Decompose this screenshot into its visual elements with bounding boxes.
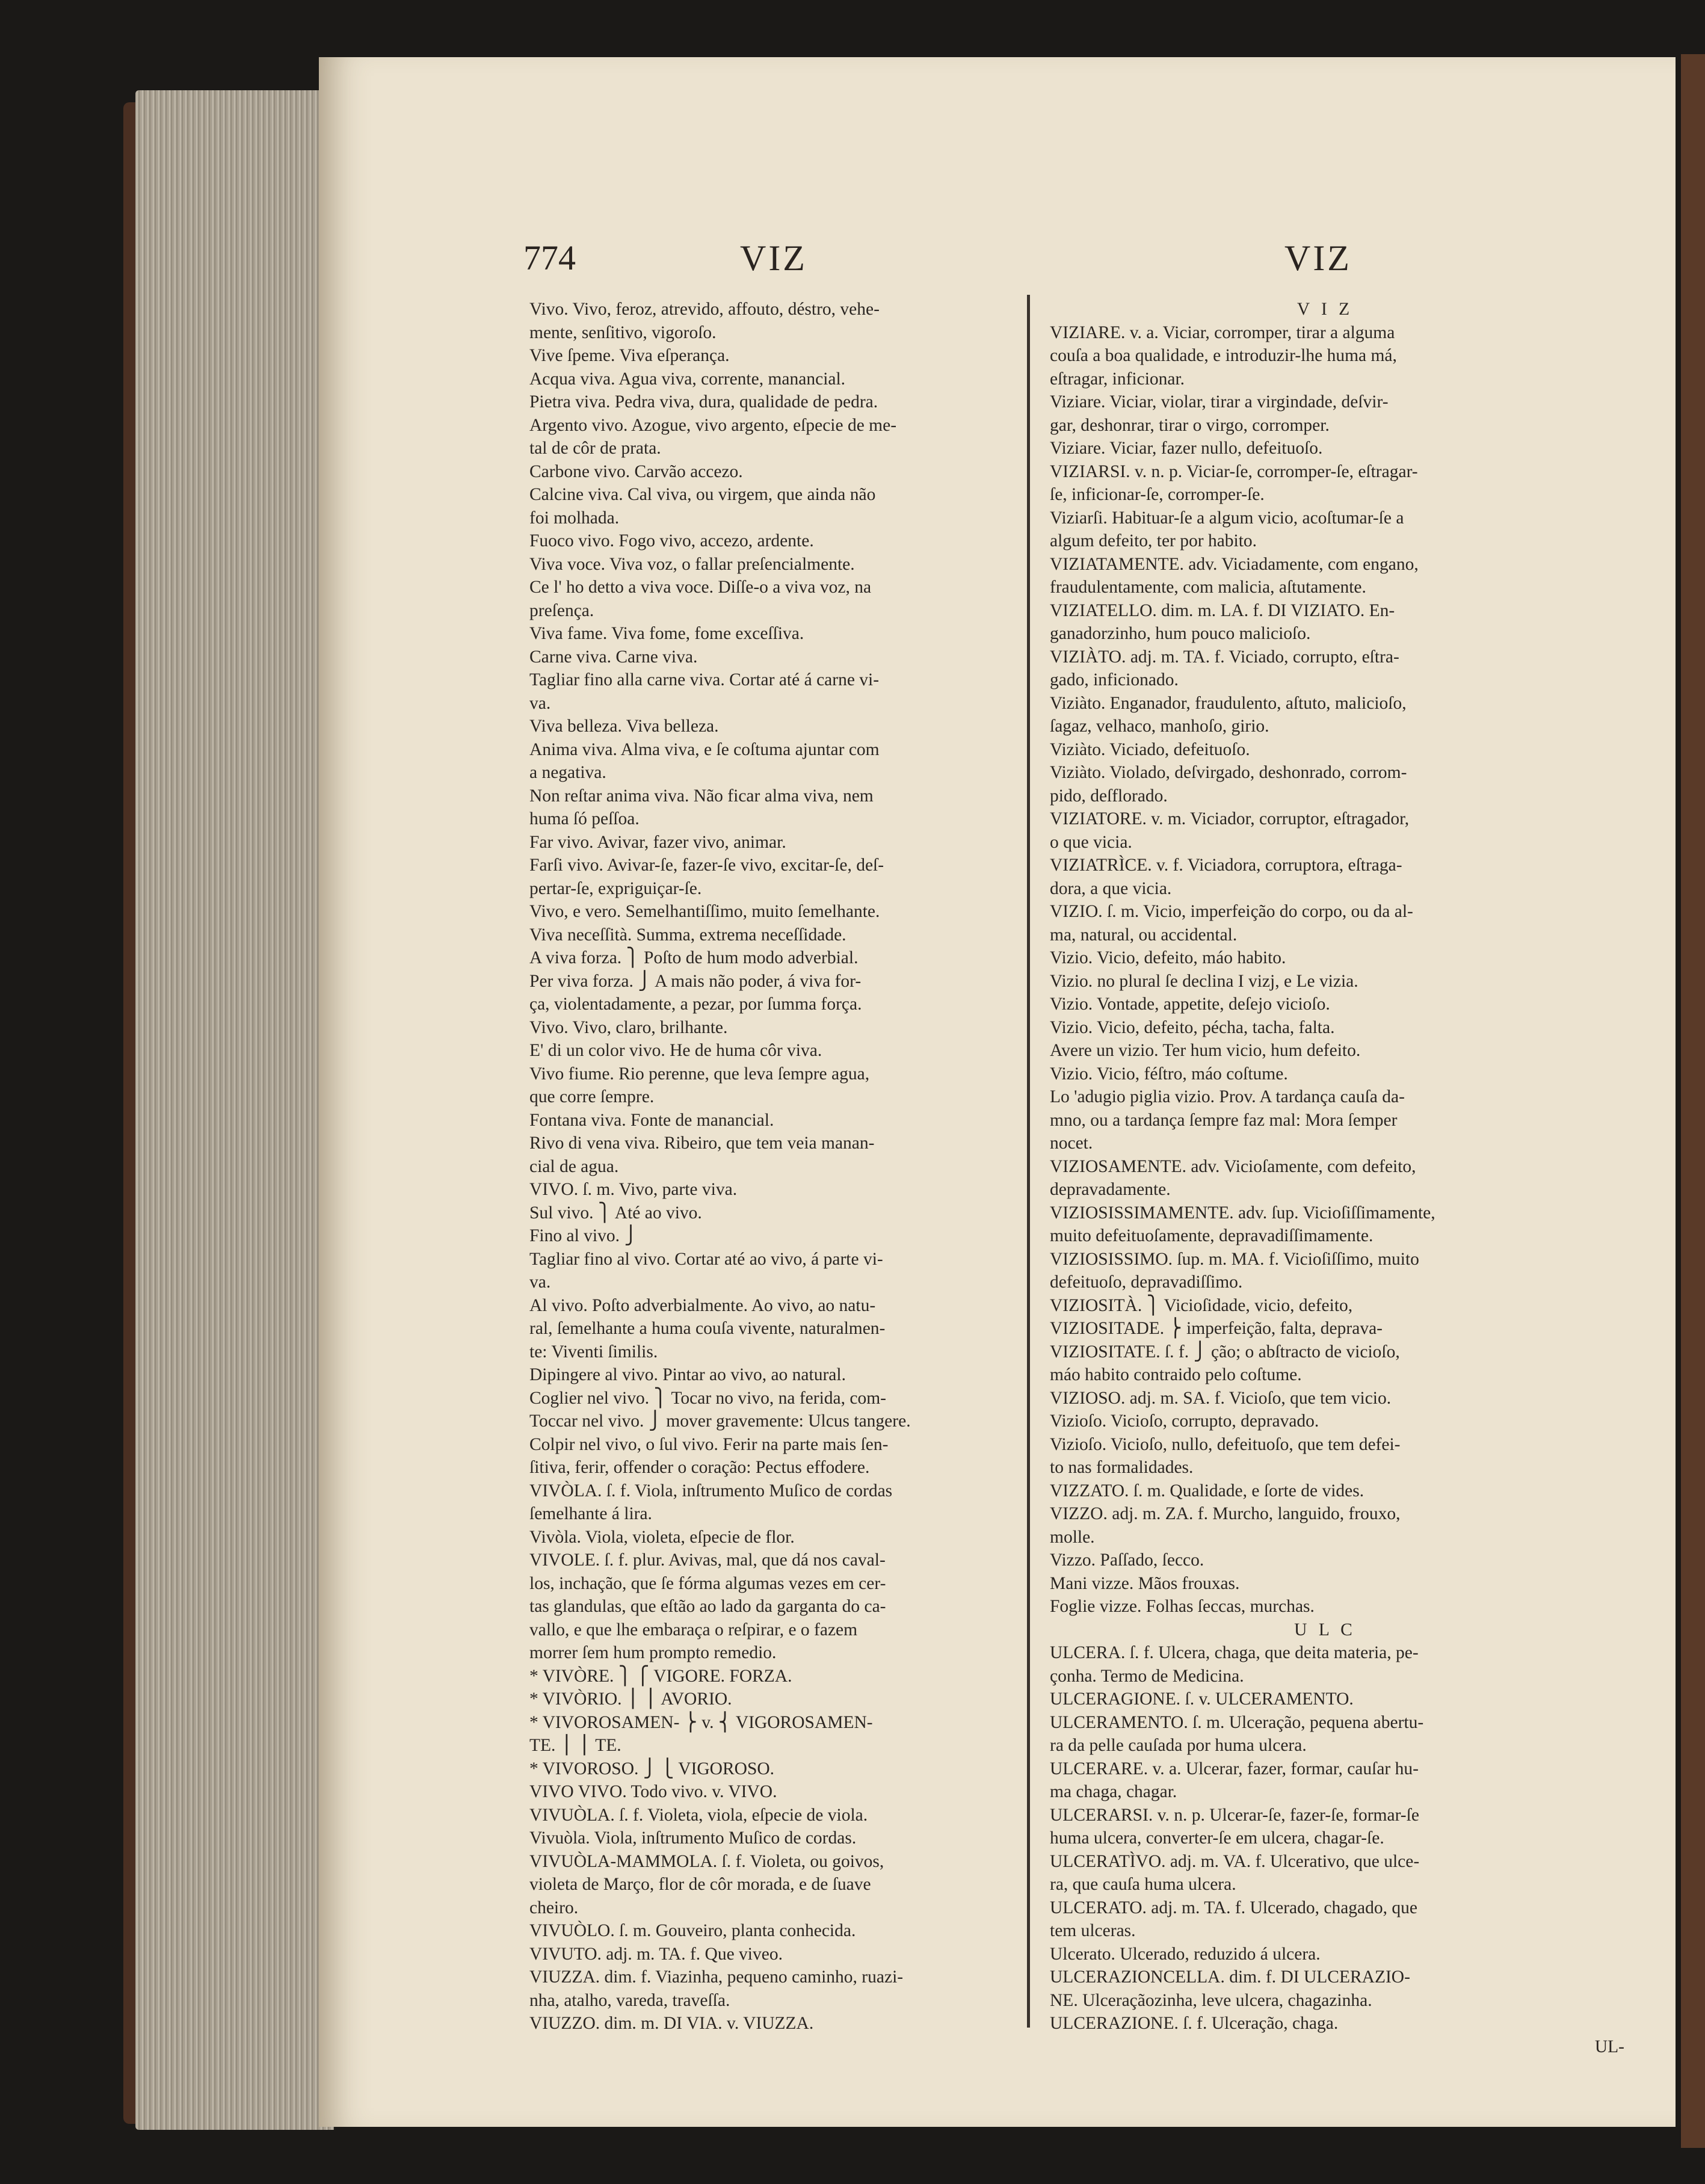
text-line: Carne viva. Carne viva. [529, 647, 698, 667]
text-line: depravadamente. [1050, 1180, 1171, 1199]
text-line: Acqua viva. Agua viva, corrente, manancial. [529, 369, 846, 389]
text-line: NE. Ulceraçãozinha, leve ulcera, chagazinha. [1050, 1990, 1372, 2010]
page-header [319, 238, 1676, 292]
text-line: VIZIATORE. v. m. Viciador, corruptor, eſtragador, [1050, 809, 1410, 828]
text-line: ſitiva, ferir, offender o coração: Pectus effodere. [529, 1458, 870, 1477]
text-line: Foglie vizze. Folhas ſeccas, murchas. [1050, 1597, 1315, 1616]
text-line: ſemelhante á lira. [529, 1504, 652, 1523]
text-line: Avere un vizio. Ter hum vicio, hum defeito. [1050, 1041, 1361, 1060]
text-line: Coglier nel vivo. ⎫ Tocar no vivo, na ferida, com- [529, 1388, 886, 1408]
text-line: Far vivo. Avivar, fazer vivo, animar. [529, 832, 786, 852]
text-line: vallo, e que lhe embaraça o reſpirar, e o fazem [529, 1620, 858, 1640]
text-line: VIZIOSISSIMO. ſup. m. MA. f. Vicioſiſſimo, muito [1050, 1249, 1419, 1269]
text-line: Toccar nel vivo. ⎭ mover gravemente: Ulcus tangere. [529, 1411, 911, 1431]
text-line: fraudulentamente, com malicia, aſtutamente. [1050, 578, 1366, 597]
text-line: ſe, inficionar-ſe, corromper-ſe. [1050, 485, 1265, 504]
text-line: ral, ſemelhante a huma couſa vivente, naturalmen- [529, 1319, 886, 1338]
text-line: VIVUÒLA. ſ. f. Violeta, viola, eſpecie de viola. [529, 1805, 868, 1825]
text-line: VIVUÒLO. ſ. m. Gouveiro, planta conhecida. [529, 1921, 856, 1940]
text-line: foi molhada. [529, 508, 620, 528]
text-line: VIZIOSITÀ. ⎫ Vicioſidade, vicio, defeito, [1050, 1295, 1353, 1315]
text-line: A viva forza. ⎫ Poſto de hum modo adverbial. [529, 948, 859, 967]
text-line: Per viva forza. ⎭ A mais não poder, á viva for- [529, 971, 862, 991]
text-line: Carbone vivo. Carvão accezo. [529, 461, 743, 481]
text-line: Fuoco vivo. Fogo vivo, accezo, ardente. [529, 531, 814, 551]
text-line: ULCERARSI. v. n. p. Ulcerar-ſe, fazer-ſe, formar-ſe [1050, 1805, 1419, 1825]
text-line: VIZZO. adj. m. ZA. f. Murcho, languido, frouxo, [1050, 1504, 1401, 1523]
left-column [529, 298, 1047, 2035]
text-line: VIVO VIVO. Todo vivo. v. VIVO. [529, 1782, 777, 1801]
text-line: * VIVOROSO. ⎭ ⎩ VIGOROSO. [529, 1759, 775, 1778]
text-line: VIZIATAMENTE. adv. Viciadamente, com engano, [1050, 554, 1419, 574]
text-line: pertar-ſe, expriguiçar-ſe. [529, 878, 702, 898]
text-line: Viziare. Viciar, fazer nullo, defeituoſo. [1050, 439, 1323, 458]
column-divider [1027, 295, 1030, 2028]
text-line: va. [529, 693, 551, 713]
text-line: Viziàto. Viciado, defeituoſo. [1050, 739, 1250, 759]
text-line: Sul vivo. ⎫ Até ao vivo. [529, 1203, 702, 1223]
text-line: VIZIOSITADE. ⎬ imperfeição, falta, deprava- [1050, 1319, 1383, 1338]
text-line: ULCERARE. v. a. Ulcerar, fazer, formar, cauſar hu- [1050, 1759, 1419, 1778]
text-line: gar, deshonrar, tirar o virgo, corromper. [1050, 415, 1330, 435]
text-line: Colpir nel vivo, o ſul vivo. Ferir na parte mais ſen- [529, 1434, 889, 1454]
text-line: VIZIÀTO. adj. m. TA. f. Viciado, corrupto, eſtra- [1050, 647, 1399, 667]
text-line: eſtragar, inficionar. [1050, 369, 1185, 389]
right-column [1050, 298, 1624, 2058]
text-line: Vizio. no plural ſe declina I vizj, e Le vizia. [1050, 971, 1358, 991]
text-line: Mani vizze. Mãos frouxas. [1050, 1573, 1240, 1593]
text-line: ma, natural, ou accidental. [1050, 925, 1238, 945]
text-line: cheiro. [529, 1898, 579, 1917]
text-line: VIZIO. ſ. m. Vicio, imperfeição do corpo, ou da al- [1050, 902, 1413, 921]
text-line: huma ſó peſſoa. [529, 809, 640, 828]
text-line: çonha. Termo de Medicina. [1050, 1666, 1244, 1686]
text-line: TE. ⎪ ⎪ TE. [529, 1736, 621, 1755]
text-line: a negativa. [529, 763, 606, 782]
text-line: Viva voce. Viva voz, o fallar preſencialmente. [529, 554, 855, 574]
text-line: Vizio. Vicio, féſtro, máo coſtume. [1050, 1064, 1288, 1084]
text-line: Fino al vivo. ⎭ [529, 1226, 638, 1245]
text-line: VIVÒLA. ſ. f. Viola, inſtrumento Muſico de cordas [529, 1481, 893, 1501]
text-line: Tagliar fino al vivo. Cortar até ao vivo, á parte vi- [529, 1249, 883, 1269]
text-line: Vizioſo. Vicioſo, nullo, defeituoſo, que tem defei- [1050, 1434, 1401, 1454]
text-line: ULCERAZIONCELLA. dim. f. DI ULCERAZIO- [1050, 1967, 1410, 1987]
text-line: V I Z [1296, 300, 1354, 319]
text-line: VIZIARE. v. a. Viciar, corromper, tirar a alguma [1050, 322, 1395, 342]
text-line: Argento vivo. Azogue, vivo argento, eſpecie de me- [529, 415, 897, 435]
text-line: nocet. [1050, 1134, 1093, 1153]
text-line: Ulcerato. Ulcerado, reduzido á ulcera. [1050, 1944, 1321, 1964]
running-head-left: VIZ [740, 238, 807, 278]
text-line: Anima viva. Alma viva, e ſe coſtuma ajuntar com [529, 739, 880, 759]
text-line: Vivo, e vero. Semelhantiſſimo, muito ſemelhante. [529, 902, 880, 921]
text-line: máo habito contraido pelo coſtume. [1050, 1365, 1302, 1384]
text-line: Viziare. Viciar, violar, tirar a virgindade, deſvir- [1050, 392, 1389, 412]
text-line: preſença. [529, 600, 594, 620]
text-line: va. [529, 1272, 551, 1292]
text-line: VIVO. ſ. m. Vivo, parte viva. [529, 1180, 738, 1199]
text-line: Vivuòla. Viola, inſtrumento Muſico de cordas. [529, 1828, 857, 1848]
text-line: VIZIOSAMENTE. adv. Vicioſamente, com defeito, [1050, 1156, 1416, 1176]
text-line: VIVUÒLA-MAMMOLA. ſ. f. Violeta, ou goivos, [529, 1851, 884, 1871]
text-line: ra da pelle cauſada por huma ulcera. [1050, 1736, 1307, 1755]
text-line: tem ulceras. [1050, 1921, 1136, 1940]
text-line: Vivo. Vivo, claro, brilhante. [529, 1017, 728, 1037]
text-line: VIVUTO. adj. m. TA. f. Que viveo. [529, 1944, 783, 1964]
running-head-right: VIZ [1284, 238, 1352, 278]
text-line: Vizio. Vicio, defeito, máo habito. [1050, 948, 1286, 967]
text-line: VIZIATRÌCE. v. f. Viciadora, corruptora, eſtraga- [1050, 856, 1402, 875]
text-line: pido, deſflorado. [1050, 786, 1168, 806]
text-line: Viziarſi. Habituar-ſe a algum vicio, acoſtumar-ſe a [1050, 508, 1404, 528]
text-line: Ce l' ho detto a viva voce. Diſſe-o a viva voz, na [529, 578, 872, 597]
text-line: Pietra viva. Pedra viva, dura, qualidade de pedra. [529, 392, 878, 412]
text-line: ganadorzinho, hum pouco malicioſo. [1050, 624, 1311, 643]
text-line: ULCERA. ſ. f. Ulcera, chaga, que deita materia, pe- [1050, 1643, 1419, 1662]
text-line: ra, que cauſa huma ulcera. [1050, 1875, 1236, 1894]
text-line: Al vivo. Poſto adverbialmente. Ao vivo, ao natu- [529, 1295, 876, 1315]
text-line: VIUZZO. dim. m. DI VIA. v. VIUZZA. [529, 2014, 814, 2033]
text-line: tal de côr de prata. [529, 439, 661, 458]
text-line: Viva fame. Viva fome, fome exceſſiva. [529, 624, 804, 643]
text-line: Vizioſo. Vicioſo, corrupto, depravado. [1050, 1411, 1319, 1431]
text-line: ma chaga, chagar. [1050, 1782, 1177, 1801]
text-line: Lo 'adugio piglia vizio. Prov. A tardança cauſa da- [1050, 1087, 1405, 1106]
text-line: UL- [1594, 2037, 1624, 2056]
text-line: * VIVOROSAMEN- ⎬ v. ⎨ VIGOROSAMEN- [529, 1712, 873, 1732]
text-line: violeta de Março, flor de côr morada, e de ſuave [529, 1875, 871, 1894]
text-line: * VIVÒRIO. ⎪ ⎪ AVORIO. [529, 1689, 732, 1709]
text-line: ULCERAMENTO. ſ. m. Ulceração, pequena abertu- [1050, 1712, 1424, 1732]
text-line: VIZIOSISSIMAMENTE. adv. ſup. Vicioſiſſimamente, [1050, 1203, 1435, 1223]
page-edges [135, 90, 334, 2130]
text-line: VIVOLE. ſ. f. plur. Avivas, mal, que dá nos caval- [529, 1550, 886, 1570]
text-line: Vivo. Vivo, feroz, atrevido, affouto, déstro, vehe- [529, 300, 880, 319]
text-line: Vive ſpeme. Viva eſperança. [529, 346, 730, 365]
text-line: Viva belleza. Viva belleza. [529, 717, 719, 736]
text-line: molle. [1050, 1527, 1095, 1547]
text-line: Vizio. Vicio, defeito, pécha, tacha, falta. [1050, 1017, 1335, 1037]
book-cover-right [1681, 54, 1705, 2148]
text-line: Vizio. Vontade, appetite, deſejo vicioſo. [1050, 995, 1330, 1014]
text-line: VIZIATELLO. dim. m. LA. f. DI VIZIATO. En- [1050, 600, 1395, 620]
text-line: VIZIOSO. adj. m. SA. f. Vicioſo, que tem vicio. [1050, 1388, 1392, 1408]
text-line: morrer ſem hum prompto remedio. [529, 1643, 777, 1662]
text-line: Fontana viva. Fonte de manancial. [529, 1110, 774, 1130]
text-line: Dipingere al vivo. Pintar ao vivo, ao natural. [529, 1365, 846, 1384]
text-line: ULCERAGIONE. ſ. v. ULCERAMENTO. [1050, 1689, 1354, 1709]
text-line: Vizzo. Paſſado, ſecco. [1050, 1550, 1204, 1570]
text-line: Viziàto. Enganador, fraudulento, aſtuto, malicioſo, [1050, 693, 1407, 713]
text-line: tas glandulas, que eſtão ao lado da garganta do ca- [529, 1597, 886, 1616]
text-line: Viziàto. Violado, deſvirgado, deshonrado, corrom- [1050, 763, 1407, 782]
text-line: VIUZZA. dim. f. Viazinha, pequeno caminho, ruazi- [529, 1967, 904, 1987]
text-line: Non reſtar anima viva. Não ficar alma viva, nem [529, 786, 874, 806]
text-line: te: Viventi ſimilis. [529, 1342, 658, 1362]
text-line: VIZIARSI. v. n. p. Viciar-ſe, corromper-ſe, eſtragar- [1050, 461, 1418, 481]
page-number: 774 [523, 238, 576, 277]
text-line: gado, inficionado. [1050, 670, 1179, 689]
text-line: Rivo di vena viva. Ribeiro, que tem veia manan- [529, 1134, 875, 1153]
text-line: ULCERAZIONE. ſ. f. Ulceração, chaga. [1050, 2014, 1339, 2033]
text-line: U L C [1294, 1620, 1356, 1640]
text-line: ULCERATO. adj. m. TA. f. Ulcerado, chagado, que [1050, 1898, 1417, 1917]
text-line: Farſi vivo. Avivar-ſe, fazer-ſe vivo, excitar-ſe, deſ- [529, 856, 884, 875]
text-line: o que vicia. [1050, 832, 1132, 852]
text-line: VIZIOSITATE. ſ. f. ⎭ ção; o abſtracto de vicioſo, [1050, 1342, 1400, 1362]
text-line: VIZZATO. ſ. m. Qualidade, e ſorte de vides. [1050, 1481, 1364, 1501]
text-line: mno, ou a tardança ſempre faz mal: Mora ſemper [1050, 1110, 1398, 1130]
text-line: cial de agua. [529, 1156, 619, 1176]
text-line: * VIVÒRE. ⎫ ⎧ VIGORE. FORZA. [529, 1666, 792, 1686]
text-line: muito defeituoſamente, depravadiſſimamente. [1050, 1226, 1374, 1245]
text-line: que corre ſempre. [529, 1087, 655, 1106]
text-line: los, inchação, que ſe fórma algumas vezes em cer- [529, 1573, 886, 1593]
dictionary-page [319, 57, 1676, 2127]
text-line: ça, violentadamente, a pezar, por ſumma força. [529, 995, 862, 1014]
text-line: Calcine viva. Cal viva, ou virgem, que ainda não [529, 485, 876, 504]
text-line: E' di un color vivo. He de huma côr viva. [529, 1041, 822, 1060]
text-line: defeituoſo, depravadiſſimo. [1050, 1272, 1243, 1292]
text-line: huma ulcera, converter-ſe em ulcera, chagar-ſe. [1050, 1828, 1384, 1848]
text-line: ULCERATÌVO. adj. m. VA. f. Ulcerativo, que ulce- [1050, 1851, 1420, 1871]
text-line: Tagliar fino alla carne viva. Cortar até á carne vi- [529, 670, 880, 689]
text-line: ſagaz, velhaco, manhoſo, girio. [1050, 717, 1269, 736]
text-line: Vivo fiume. Rio perenne, que leva ſempre agua, [529, 1064, 870, 1084]
text-line: couſa a boa qualidade, e introduzir-lhe huma má, [1050, 346, 1397, 365]
text-line: dora, a que vicia. [1050, 878, 1172, 898]
text-line: Vivòla. Viola, violeta, eſpecie de flor. [529, 1527, 795, 1547]
text-line: Viva neceſſità. Summa, extrema neceſſidade. [529, 925, 846, 945]
text-line: algum defeito, ter por habito. [1050, 531, 1257, 551]
text-line: nha, atalho, vareda, traveſſa. [529, 1990, 730, 2010]
text-line: mente, senſitivo, vigoroſo. [529, 322, 717, 342]
text-line: to nas formalidades. [1050, 1458, 1194, 1477]
